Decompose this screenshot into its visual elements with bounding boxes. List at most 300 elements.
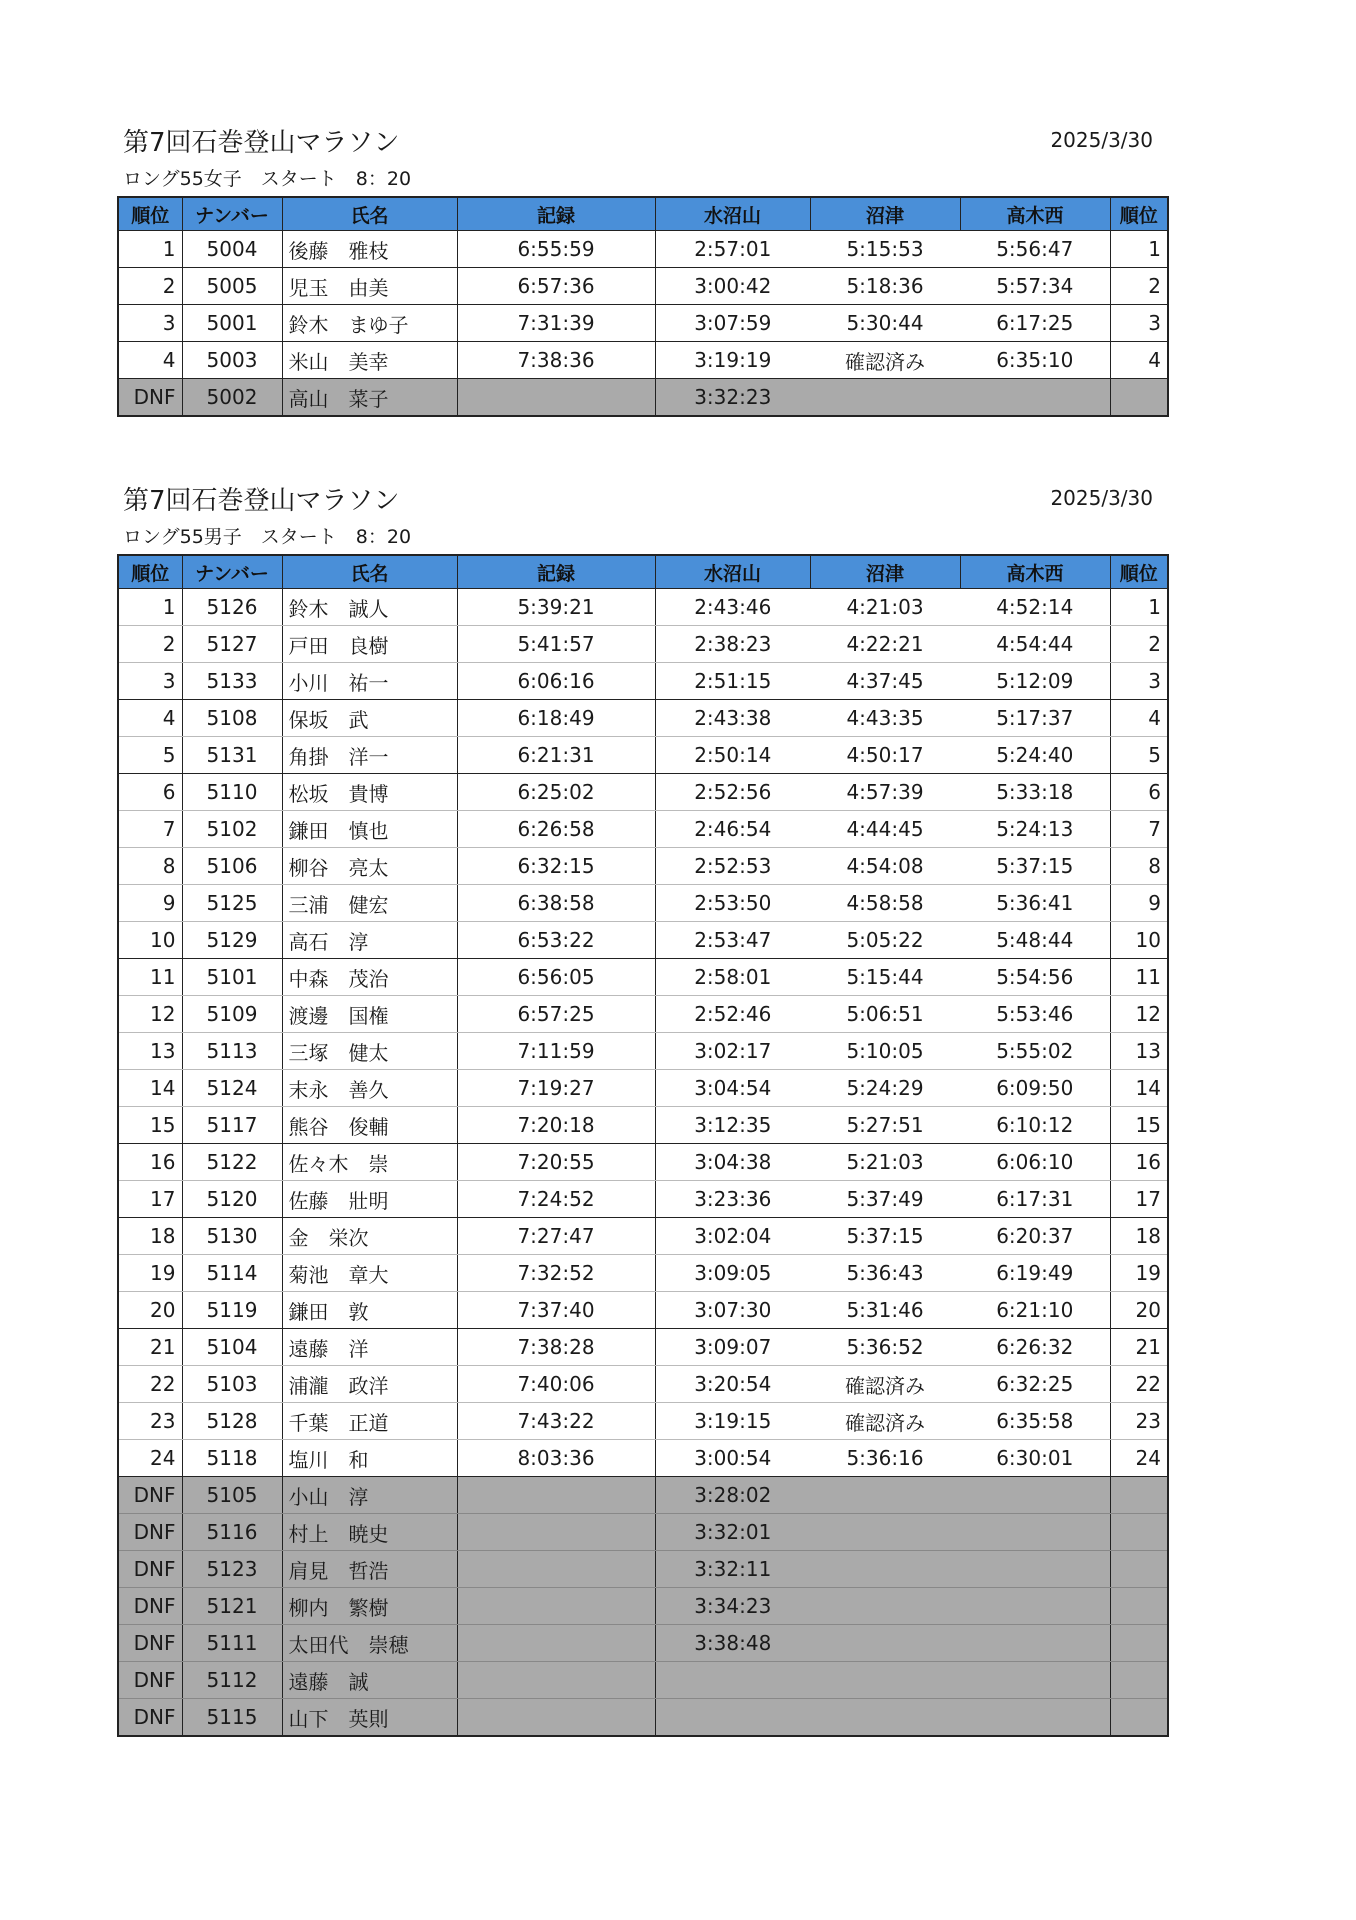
split-mizunumayama-cell <box>655 1699 810 1737</box>
table-row <box>118 996 1168 1033</box>
rank-cell: DNF <box>118 1514 182 1551</box>
rank-cell: DNF <box>118 1699 182 1737</box>
bib-number-cell: 5120 <box>182 1181 282 1218</box>
runner-name-cell: 山下 英則 <box>282 1699 457 1737</box>
rank-cell: DNF <box>118 1588 182 1625</box>
table-row <box>118 1292 1168 1329</box>
finish-time-cell: 7:20:55 <box>457 1144 655 1181</box>
finish-time-cell <box>457 1514 655 1551</box>
table-header-row <box>118 197 1168 231</box>
header-bib-number: ナンバー <box>182 197 282 231</box>
finish-time-cell: 7:27:47 <box>457 1218 655 1255</box>
runner-name-cell: 熊谷 俊輔 <box>282 1107 457 1144</box>
header-bib-number: ナンバー <box>182 555 282 589</box>
split-mizunumayama-cell: 2:58:01 <box>655 959 810 996</box>
runner-name-cell: 小山 淳 <box>282 1477 457 1514</box>
rank-right-cell <box>1110 1477 1168 1514</box>
rank-right-cell: 3 <box>1110 663 1168 700</box>
split-mizunumayama-cell: 3:32:11 <box>655 1551 810 1588</box>
runner-name-cell: 鎌田 敦 <box>282 1292 457 1329</box>
table-row <box>118 1477 1168 1514</box>
runner-name-cell: 角掛 洋一 <box>282 737 457 774</box>
split-takagi-nishi-cell: 5:36:41 <box>960 885 1110 922</box>
split-takagi-nishi-cell <box>960 1699 1110 1737</box>
split-takagi-nishi-cell: 4:54:44 <box>960 626 1110 663</box>
rank-cell: DNF <box>118 1551 182 1588</box>
split-mizunumayama-cell: 2:46:54 <box>655 811 810 848</box>
finish-time-cell: 7:19:27 <box>457 1070 655 1107</box>
table-row <box>118 1440 1168 1477</box>
rank-right-cell: 15 <box>1110 1107 1168 1144</box>
split-mizunumayama-cell: 3:34:23 <box>655 1588 810 1625</box>
bib-number-cell: 5109 <box>182 996 282 1033</box>
split-takagi-nishi-cell: 6:06:10 <box>960 1144 1110 1181</box>
rank-cell: 8 <box>118 848 182 885</box>
category-subtitle: ロング55女子 スタート 8：20 <box>123 168 412 190</box>
table-row <box>118 1699 1168 1737</box>
split-mizunumayama-cell: 3:19:15 <box>655 1403 810 1440</box>
split-mizunumayama-cell: 2:50:14 <box>655 737 810 774</box>
rank-cell: 2 <box>118 626 182 663</box>
bib-number-cell: 5126 <box>182 589 282 626</box>
table-row <box>118 342 1168 379</box>
finish-time-cell: 5:39:21 <box>457 589 655 626</box>
bib-number-cell: 5117 <box>182 1107 282 1144</box>
split-numazu-cell: 4:21:03 <box>810 589 960 626</box>
table-header-row <box>118 555 1168 589</box>
split-mizunumayama-cell: 3:32:01 <box>655 1514 810 1551</box>
finish-time-cell: 6:53:22 <box>457 922 655 959</box>
rank-right-cell: 4 <box>1110 700 1168 737</box>
rank-cell: 1 <box>118 589 182 626</box>
table-row <box>118 1070 1168 1107</box>
bib-number-cell: 5003 <box>182 342 282 379</box>
rank-cell: 10 <box>118 922 182 959</box>
rank-right-cell: 1 <box>1110 231 1168 268</box>
split-takagi-nishi-cell <box>960 1625 1110 1662</box>
bib-number-cell: 5112 <box>182 1662 282 1699</box>
split-mizunumayama-cell: 3:04:54 <box>655 1070 810 1107</box>
split-takagi-nishi-cell: 5:54:56 <box>960 959 1110 996</box>
rank-cell: 11 <box>118 959 182 996</box>
rank-cell: 9 <box>118 885 182 922</box>
split-takagi-nishi-cell: 4:52:14 <box>960 589 1110 626</box>
table-row <box>118 1551 1168 1588</box>
bib-number-cell: 5005 <box>182 268 282 305</box>
split-numazu-cell: 4:37:45 <box>810 663 960 700</box>
table-row <box>118 922 1168 959</box>
rank-cell: 24 <box>118 1440 182 1477</box>
finish-time-cell <box>457 1588 655 1625</box>
runner-name-cell: 佐々木 崇 <box>282 1144 457 1181</box>
split-takagi-nishi-cell: 6:35:58 <box>960 1403 1110 1440</box>
rank-cell: 3 <box>118 305 182 342</box>
rank-right-cell <box>1110 1588 1168 1625</box>
split-mizunumayama-cell: 3:12:35 <box>655 1107 810 1144</box>
runner-name-cell: 児玉 由美 <box>282 268 457 305</box>
runner-name-cell: 後藤 雅枝 <box>282 231 457 268</box>
rank-right-cell: 11 <box>1110 959 1168 996</box>
finish-time-cell <box>457 1625 655 1662</box>
split-numazu-cell: 5:24:29 <box>810 1070 960 1107</box>
bib-number-cell: 5125 <box>182 885 282 922</box>
runner-name-cell: 浦瀧 政洋 <box>282 1366 457 1403</box>
split-numazu-cell: 5:27:51 <box>810 1107 960 1144</box>
split-numazu-cell: 5:31:46 <box>810 1292 960 1329</box>
finish-time-cell <box>457 1699 655 1737</box>
split-numazu-cell <box>810 1588 960 1625</box>
table-row <box>118 811 1168 848</box>
finish-time-cell: 6:57:36 <box>457 268 655 305</box>
split-numazu-cell <box>810 1477 960 1514</box>
split-numazu-cell: 5:18:36 <box>810 268 960 305</box>
split-takagi-nishi-cell: 6:35:10 <box>960 342 1110 379</box>
table-row <box>118 1588 1168 1625</box>
table-row <box>118 737 1168 774</box>
runner-name-cell: 千葉 正道 <box>282 1403 457 1440</box>
bib-number-cell: 5108 <box>182 700 282 737</box>
table-row <box>118 1329 1168 1366</box>
split-mizunumayama-cell: 3:09:07 <box>655 1329 810 1366</box>
split-numazu-cell <box>810 1662 960 1699</box>
rank-cell: 23 <box>118 1403 182 1440</box>
rank-cell: 18 <box>118 1218 182 1255</box>
rank-right-cell: 21 <box>1110 1329 1168 1366</box>
runner-name-cell: 鈴木 まゆ子 <box>282 305 457 342</box>
split-takagi-nishi-cell: 5:37:15 <box>960 848 1110 885</box>
bib-number-cell: 5001 <box>182 305 282 342</box>
table-row <box>118 1107 1168 1144</box>
runner-name-cell: 柳内 繁樹 <box>282 1588 457 1625</box>
finish-time-cell: 7:11:59 <box>457 1033 655 1070</box>
split-mizunumayama-cell: 2:53:47 <box>655 922 810 959</box>
table-row <box>118 1662 1168 1699</box>
rank-right-cell: 13 <box>1110 1033 1168 1070</box>
rank-right-cell: 10 <box>1110 922 1168 959</box>
split-takagi-nishi-cell: 6:10:12 <box>960 1107 1110 1144</box>
rank-cell: 3 <box>118 663 182 700</box>
split-takagi-nishi-cell: 5:48:44 <box>960 922 1110 959</box>
runner-name-cell: 末永 善久 <box>282 1070 457 1107</box>
split-takagi-nishi-cell: 6:26:32 <box>960 1329 1110 1366</box>
runner-name-cell: 遠藤 洋 <box>282 1329 457 1366</box>
split-mizunumayama-cell: 3:04:38 <box>655 1144 810 1181</box>
rank-right-cell <box>1110 379 1168 417</box>
finish-time-cell <box>457 379 655 417</box>
split-numazu-cell: 4:57:39 <box>810 774 960 811</box>
split-mizunumayama-cell: 3:02:17 <box>655 1033 810 1070</box>
split-numazu-cell: 5:36:52 <box>810 1329 960 1366</box>
runner-name-cell: 保坂 武 <box>282 700 457 737</box>
finish-time-cell: 7:20:18 <box>457 1107 655 1144</box>
results-table <box>117 196 1169 417</box>
bib-number-cell: 5123 <box>182 1551 282 1588</box>
bib-number-cell: 5133 <box>182 663 282 700</box>
bib-number-cell: 5002 <box>182 379 282 417</box>
table-row <box>118 848 1168 885</box>
bib-number-cell: 5119 <box>182 1292 282 1329</box>
table-row <box>118 626 1168 663</box>
split-takagi-nishi-cell <box>960 1514 1110 1551</box>
header-rank-right: 順位 <box>1110 555 1168 589</box>
split-mizunumayama-cell: 3:07:30 <box>655 1292 810 1329</box>
split-mizunumayama-cell <box>655 1662 810 1699</box>
results-section-women <box>117 120 1161 417</box>
split-takagi-nishi-cell: 5:53:46 <box>960 996 1110 1033</box>
runner-name-cell: 金 栄次 <box>282 1218 457 1255</box>
table-row <box>118 1625 1168 1662</box>
split-numazu-cell: 5:37:15 <box>810 1218 960 1255</box>
rank-right-cell: 5 <box>1110 737 1168 774</box>
split-numazu-cell <box>810 1514 960 1551</box>
split-numazu-cell <box>810 1625 960 1662</box>
rank-right-cell: 14 <box>1110 1070 1168 1107</box>
split-mizunumayama-cell: 2:51:15 <box>655 663 810 700</box>
table-row <box>118 1514 1168 1551</box>
header-name: 氏名 <box>282 197 457 231</box>
finish-time-cell: 7:32:52 <box>457 1255 655 1292</box>
finish-time-cell: 6:57:25 <box>457 996 655 1033</box>
runner-name-cell: 高山 菜子 <box>282 379 457 417</box>
rank-cell: DNF <box>118 1662 182 1699</box>
bib-number-cell: 5111 <box>182 1625 282 1662</box>
split-numazu-cell: 5:36:16 <box>810 1440 960 1477</box>
header-name: 氏名 <box>282 555 457 589</box>
split-takagi-nishi-cell: 5:24:13 <box>960 811 1110 848</box>
results-section-men <box>117 478 1161 1737</box>
split-mizunumayama-cell: 3:23:36 <box>655 1181 810 1218</box>
split-numazu-cell: 5:21:03 <box>810 1144 960 1181</box>
table-row <box>118 379 1168 417</box>
bib-number-cell: 5114 <box>182 1255 282 1292</box>
split-takagi-nishi-cell: 5:55:02 <box>960 1033 1110 1070</box>
bib-number-cell: 5124 <box>182 1070 282 1107</box>
rank-right-cell: 2 <box>1110 626 1168 663</box>
split-mizunumayama-cell: 2:57:01 <box>655 231 810 268</box>
split-mizunumayama-cell: 2:52:46 <box>655 996 810 1033</box>
header-takagi-nishi: 高木西 <box>960 555 1110 589</box>
split-takagi-nishi-cell: 6:17:25 <box>960 305 1110 342</box>
rank-cell: 14 <box>118 1070 182 1107</box>
split-takagi-nishi-cell: 6:20:37 <box>960 1218 1110 1255</box>
bib-number-cell: 5129 <box>182 922 282 959</box>
finish-time-cell: 6:38:58 <box>457 885 655 922</box>
split-numazu-cell <box>810 379 960 417</box>
split-takagi-nishi-cell <box>960 1477 1110 1514</box>
finish-time-cell: 6:25:02 <box>457 774 655 811</box>
split-mizunumayama-cell: 3:00:42 <box>655 268 810 305</box>
split-mizunumayama-cell: 2:52:56 <box>655 774 810 811</box>
split-numazu-cell: 4:58:58 <box>810 885 960 922</box>
split-numazu-cell <box>810 1699 960 1737</box>
split-numazu-cell: 5:36:43 <box>810 1255 960 1292</box>
split-numazu-cell: 4:44:45 <box>810 811 960 848</box>
runner-name-cell: 菊池 章大 <box>282 1255 457 1292</box>
bib-number-cell: 5128 <box>182 1403 282 1440</box>
rank-cell: 5 <box>118 737 182 774</box>
event-title: 第7回石巻登山マラソン <box>123 486 400 516</box>
table-row <box>118 1218 1168 1255</box>
bib-number-cell: 5110 <box>182 774 282 811</box>
split-mizunumayama-cell: 3:20:54 <box>655 1366 810 1403</box>
finish-time-cell: 7:38:36 <box>457 342 655 379</box>
finish-time-cell: 7:24:52 <box>457 1181 655 1218</box>
rank-cell: 15 <box>118 1107 182 1144</box>
section-header <box>117 478 1157 520</box>
bib-number-cell: 5122 <box>182 1144 282 1181</box>
table-row <box>118 1403 1168 1440</box>
table-row <box>118 268 1168 305</box>
rank-cell: DNF <box>118 1477 182 1514</box>
split-takagi-nishi-cell: 6:09:50 <box>960 1070 1110 1107</box>
runner-name-cell: 三塚 健太 <box>282 1033 457 1070</box>
rank-cell: 13 <box>118 1033 182 1070</box>
finish-time-cell: 6:32:15 <box>457 848 655 885</box>
runner-name-cell: 肩見 哲浩 <box>282 1551 457 1588</box>
runner-name-cell: 高石 淳 <box>282 922 457 959</box>
table-row <box>118 959 1168 996</box>
rank-cell: DNF <box>118 1625 182 1662</box>
rank-right-cell: 8 <box>1110 848 1168 885</box>
table-row <box>118 1366 1168 1403</box>
rank-cell: 1 <box>118 231 182 268</box>
finish-time-cell: 6:26:58 <box>457 811 655 848</box>
event-date: 2025/3/30 <box>1050 486 1153 510</box>
rank-right-cell: 24 <box>1110 1440 1168 1477</box>
rank-right-cell: 18 <box>1110 1218 1168 1255</box>
split-mizunumayama-cell: 2:43:38 <box>655 700 810 737</box>
split-takagi-nishi-cell: 5:56:47 <box>960 231 1110 268</box>
split-takagi-nishi-cell: 6:19:49 <box>960 1255 1110 1292</box>
split-mizunumayama-cell: 3:19:19 <box>655 342 810 379</box>
rank-cell: 6 <box>118 774 182 811</box>
finish-time-cell: 7:40:06 <box>457 1366 655 1403</box>
runner-name-cell: 三浦 健宏 <box>282 885 457 922</box>
finish-time-cell: 8:03:36 <box>457 1440 655 1477</box>
runner-name-cell: 鈴木 誠人 <box>282 589 457 626</box>
split-takagi-nishi-cell <box>960 379 1110 417</box>
finish-time-cell: 6:55:59 <box>457 231 655 268</box>
rank-right-cell: 2 <box>1110 268 1168 305</box>
bib-number-cell: 5131 <box>182 737 282 774</box>
split-mizunumayama-cell: 2:52:53 <box>655 848 810 885</box>
rank-right-cell: 3 <box>1110 305 1168 342</box>
split-numazu-cell: 5:05:22 <box>810 922 960 959</box>
runner-name-cell: 米山 美幸 <box>282 342 457 379</box>
rank-cell: 4 <box>118 700 182 737</box>
split-takagi-nishi-cell <box>960 1662 1110 1699</box>
table-row <box>118 1144 1168 1181</box>
finish-time-cell: 6:56:05 <box>457 959 655 996</box>
bib-number-cell: 5115 <box>182 1699 282 1737</box>
finish-time-cell: 7:43:22 <box>457 1403 655 1440</box>
table-row <box>118 774 1168 811</box>
header-rank: 順位 <box>118 197 182 231</box>
runner-name-cell: 中森 茂治 <box>282 959 457 996</box>
rank-cell: 2 <box>118 268 182 305</box>
split-takagi-nishi-cell <box>960 1588 1110 1625</box>
rank-right-cell <box>1110 1699 1168 1737</box>
table-row <box>118 1181 1168 1218</box>
finish-time-cell: 7:37:40 <box>457 1292 655 1329</box>
header-time: 記録 <box>457 197 655 231</box>
split-takagi-nishi-cell: 5:12:09 <box>960 663 1110 700</box>
bib-number-cell: 5101 <box>182 959 282 996</box>
finish-time-cell: 6:06:16 <box>457 663 655 700</box>
bib-number-cell: 5116 <box>182 1514 282 1551</box>
bib-number-cell: 5102 <box>182 811 282 848</box>
table-row <box>118 305 1168 342</box>
split-numazu-cell: 4:50:17 <box>810 737 960 774</box>
split-numazu-cell: 5:15:53 <box>810 231 960 268</box>
bib-number-cell: 5103 <box>182 1366 282 1403</box>
split-numazu-cell: 4:22:21 <box>810 626 960 663</box>
rank-right-cell: 19 <box>1110 1255 1168 1292</box>
split-mizunumayama-cell: 3:28:02 <box>655 1477 810 1514</box>
runner-name-cell: 戸田 良樹 <box>282 626 457 663</box>
split-mizunumayama-cell: 3:09:05 <box>655 1255 810 1292</box>
table-row <box>118 663 1168 700</box>
section-header <box>117 120 1157 162</box>
runner-name-cell: 松坂 貴博 <box>282 774 457 811</box>
split-numazu-cell: 確認済み <box>810 1403 960 1440</box>
split-takagi-nishi-cell: 6:30:01 <box>960 1440 1110 1477</box>
split-takagi-nishi-cell: 5:33:18 <box>960 774 1110 811</box>
split-takagi-nishi-cell: 6:17:31 <box>960 1181 1110 1218</box>
rank-right-cell: 16 <box>1110 1144 1168 1181</box>
split-numazu-cell: 確認済み <box>810 1366 960 1403</box>
bib-number-cell: 5113 <box>182 1033 282 1070</box>
rank-cell: 16 <box>118 1144 182 1181</box>
runner-name-cell: 塩川 和 <box>282 1440 457 1477</box>
bib-number-cell: 5118 <box>182 1440 282 1477</box>
split-takagi-nishi-cell: 5:24:40 <box>960 737 1110 774</box>
split-mizunumayama-cell: 3:32:23 <box>655 379 810 417</box>
rank-right-cell <box>1110 1514 1168 1551</box>
table-row <box>118 700 1168 737</box>
runner-name-cell: 遠藤 誠 <box>282 1662 457 1699</box>
header-time: 記録 <box>457 555 655 589</box>
header-numazu: 沼津 <box>810 197 960 231</box>
header-takagi-nishi: 高木西 <box>960 197 1110 231</box>
results-table <box>117 554 1169 1737</box>
split-numazu-cell: 5:30:44 <box>810 305 960 342</box>
runner-name-cell: 佐藤 壯明 <box>282 1181 457 1218</box>
runner-name-cell: 柳谷 亮太 <box>282 848 457 885</box>
finish-time-cell <box>457 1551 655 1588</box>
category-subtitle: ロング55男子 スタート 8：20 <box>123 526 412 548</box>
bib-number-cell: 5004 <box>182 231 282 268</box>
split-takagi-nishi-cell: 5:57:34 <box>960 268 1110 305</box>
split-mizunumayama-cell: 3:07:59 <box>655 305 810 342</box>
split-numazu-cell: 4:43:35 <box>810 700 960 737</box>
bib-number-cell: 5105 <box>182 1477 282 1514</box>
runner-name-cell: 太田代 崇穂 <box>282 1625 457 1662</box>
header-mizunumayama: 水沼山 <box>655 555 810 589</box>
runner-name-cell: 村上 暁史 <box>282 1514 457 1551</box>
split-numazu-cell: 5:15:44 <box>810 959 960 996</box>
table-row <box>118 1033 1168 1070</box>
rank-right-cell: 9 <box>1110 885 1168 922</box>
rank-right-cell <box>1110 1662 1168 1699</box>
split-takagi-nishi-cell <box>960 1551 1110 1588</box>
rank-right-cell <box>1110 1625 1168 1662</box>
rank-cell: 22 <box>118 1366 182 1403</box>
rank-cell: 20 <box>118 1292 182 1329</box>
split-mizunumayama-cell: 3:38:48 <box>655 1625 810 1662</box>
header-mizunumayama: 水沼山 <box>655 197 810 231</box>
rank-right-cell: 12 <box>1110 996 1168 1033</box>
